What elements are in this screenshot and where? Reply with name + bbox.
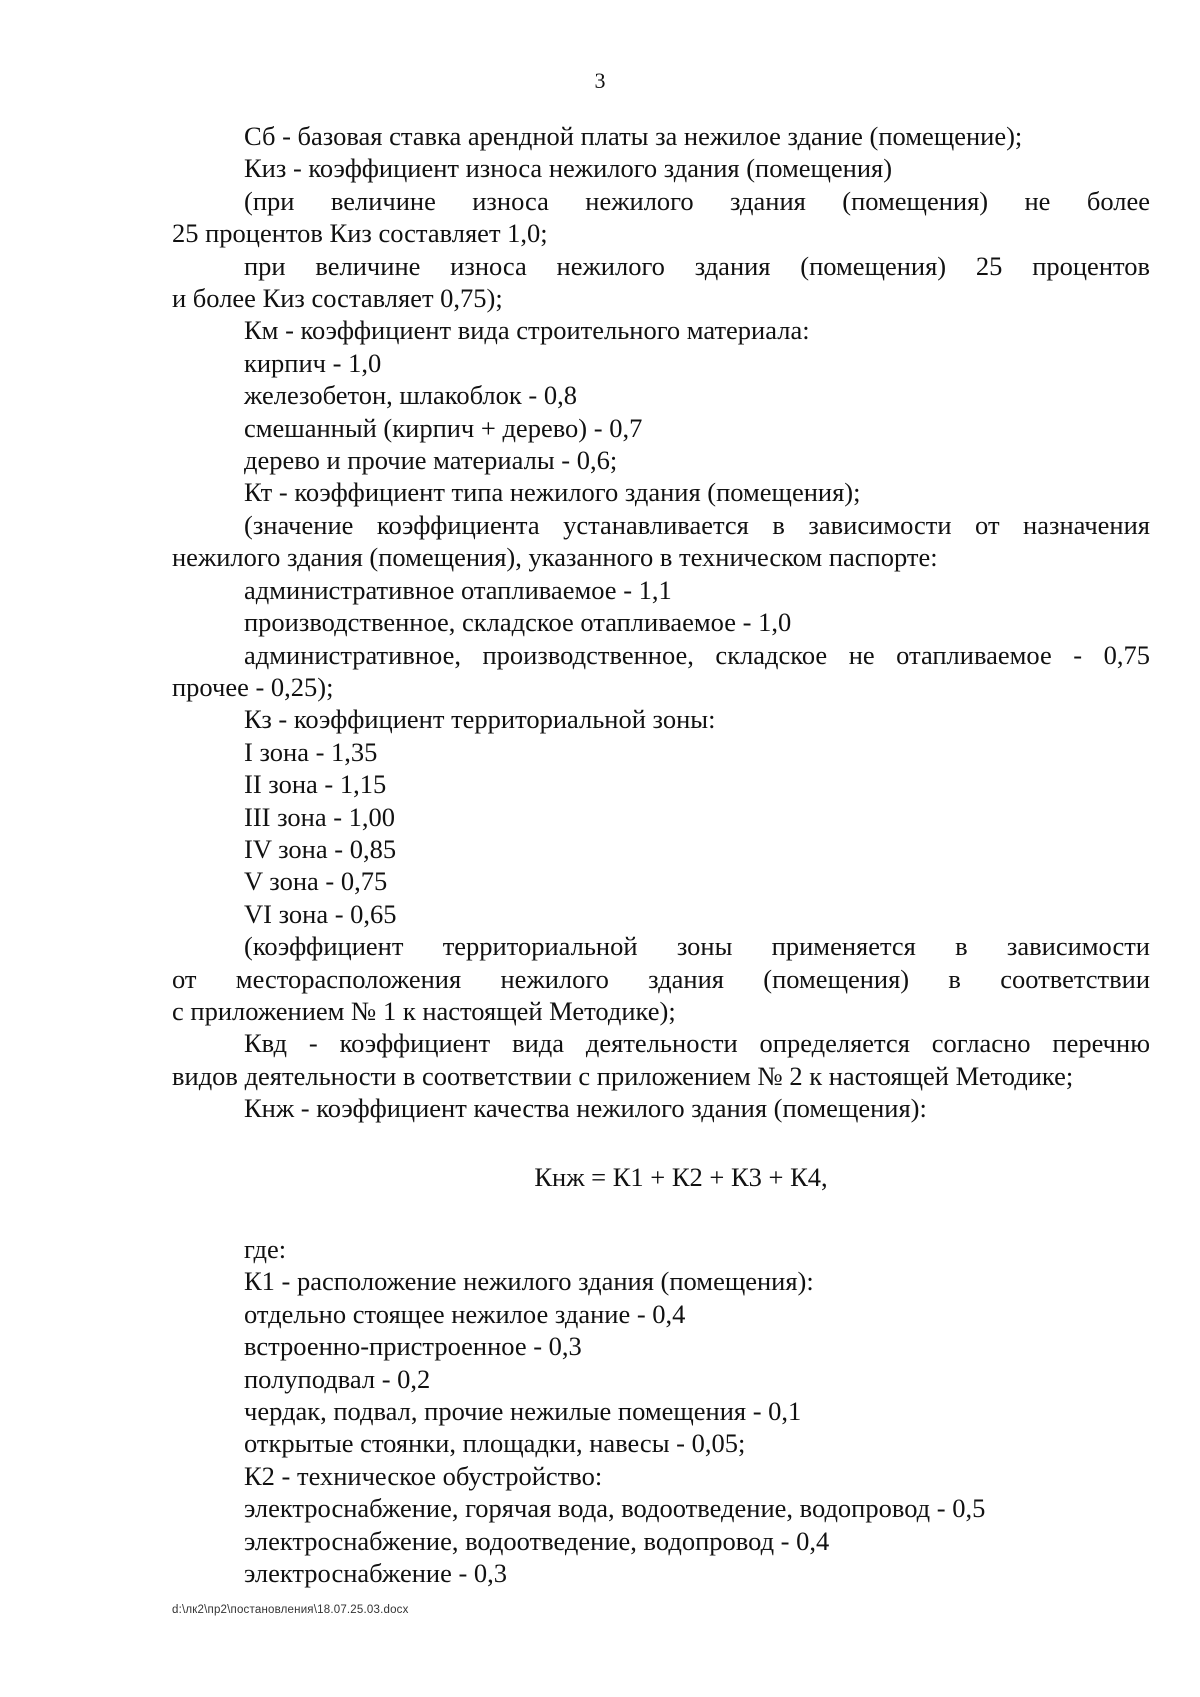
kt-note-line-2: нежилого здания (помещения), указанного в техническом паспорте: — [172, 542, 938, 573]
definition-kiz: Киз - коэффициент износа нежилого здания (помещения) — [244, 153, 893, 184]
list-item: производственное, складское отапливаемое - 1,0 — [244, 607, 792, 638]
where-label: где: — [244, 1234, 287, 1264]
definition-kvd-line-2: видов деятельности в соответствии с приложением № 2 к настоящей Методике; — [172, 1060, 1074, 1091]
list-item: административное, производственное, складское не отапливаемое - 0,75 — [244, 639, 1150, 670]
list-item: прочее - 0,25); — [172, 671, 334, 702]
list-item: электроснабжение, горячая вода, водоотведение, водопровод - 0,5 — [244, 1493, 986, 1524]
definition-kvd-line-1: Квд - коэффициент вида деятельности определяется согласно перечню — [244, 1028, 1150, 1059]
list-item: полуподвал - 0,2 — [244, 1363, 431, 1394]
zone-item: V зона - 0,75 — [244, 866, 388, 897]
list-item: открытые стоянки, площадки, навесы - 0,05; — [244, 1428, 746, 1459]
list-item: железобетон, шлакоблок - 0,8 — [244, 380, 577, 411]
definition-knzh: Кнж - коэффициент качества нежилого здания (помещения): — [244, 1093, 927, 1124]
kz-note-line-1: (коэффициент территориальной зоны применяется в зависимости — [244, 931, 1150, 962]
kz-note-line-3: с приложением № 1 к настоящей Методике); — [172, 995, 676, 1026]
kiz-condition-line-4: и более Киз составляет 0,75); — [172, 283, 503, 314]
document-body — [172, 120, 1150, 1589]
zone-item: IV зона - 0,85 — [244, 833, 397, 864]
list-item: встроенно-пристроенное - 0,3 — [244, 1331, 582, 1362]
list-item: отдельно стоящее нежилое здание - 0,4 — [244, 1298, 686, 1329]
kt-note-line-1: (значение коэффициента устанавливается в зависимости от назначения — [244, 509, 1150, 540]
formula-knzh: Кнж = К1 + К2 + К3 + К4, — [534, 1161, 828, 1192]
zone-item: VI зона - 0,65 — [244, 898, 397, 929]
definition-k2: К2 - техническое обустройство: — [244, 1460, 603, 1491]
definition-sb: Сб - базовая ставка арендной платы за нежилое здание (помещение); — [244, 121, 1023, 151]
list-item: кирпич - 1,0 — [244, 347, 382, 378]
list-item: электроснабжение - 0,3 — [244, 1558, 508, 1589]
definition-km: Км - коэффициент вида строительного материала: — [244, 315, 810, 346]
list-item: чердак, подвал, прочие нежилые помещения - 0,1 — [244, 1396, 802, 1427]
zone-item: I зона - 1,35 — [244, 736, 378, 767]
kiz-condition-line-2: 25 процентов Киз составляет 1,0; — [172, 218, 548, 249]
definition-k1: К1 - расположение нежилого здания (помещения): — [244, 1266, 814, 1297]
definition-kt: Кт - коэффициент типа нежилого здания (помещения); — [244, 477, 861, 508]
kiz-condition-line-1: (при величине износа нежилого здания (помещения) не более — [244, 185, 1150, 216]
definition-kz: Кз - коэффициент территориальной зоны: — [244, 704, 716, 735]
kiz-condition-line-3: при величине износа нежилого здания (помещения) 25 процентов — [244, 250, 1150, 281]
zone-item: II зона - 1,15 — [244, 769, 387, 800]
page-number: 3 — [594, 68, 606, 93]
list-item: электроснабжение, водоотведение, водопровод - 0,4 — [244, 1525, 830, 1556]
list-item: смешанный (кирпич + дерево) - 0,7 — [244, 412, 643, 443]
file-path-footer: d:\лк2\пр2\постановления\18.07.25.03.docx — [172, 1604, 409, 1616]
list-item: административное отапливаемое - 1,1 — [244, 574, 672, 605]
kz-note-line-2: от месторасположения нежилого здания (помещения) в соответствии — [172, 963, 1150, 994]
list-item: дерево и прочие материалы - 0,6; — [244, 445, 618, 476]
zone-item: III зона - 1,00 — [244, 801, 396, 832]
